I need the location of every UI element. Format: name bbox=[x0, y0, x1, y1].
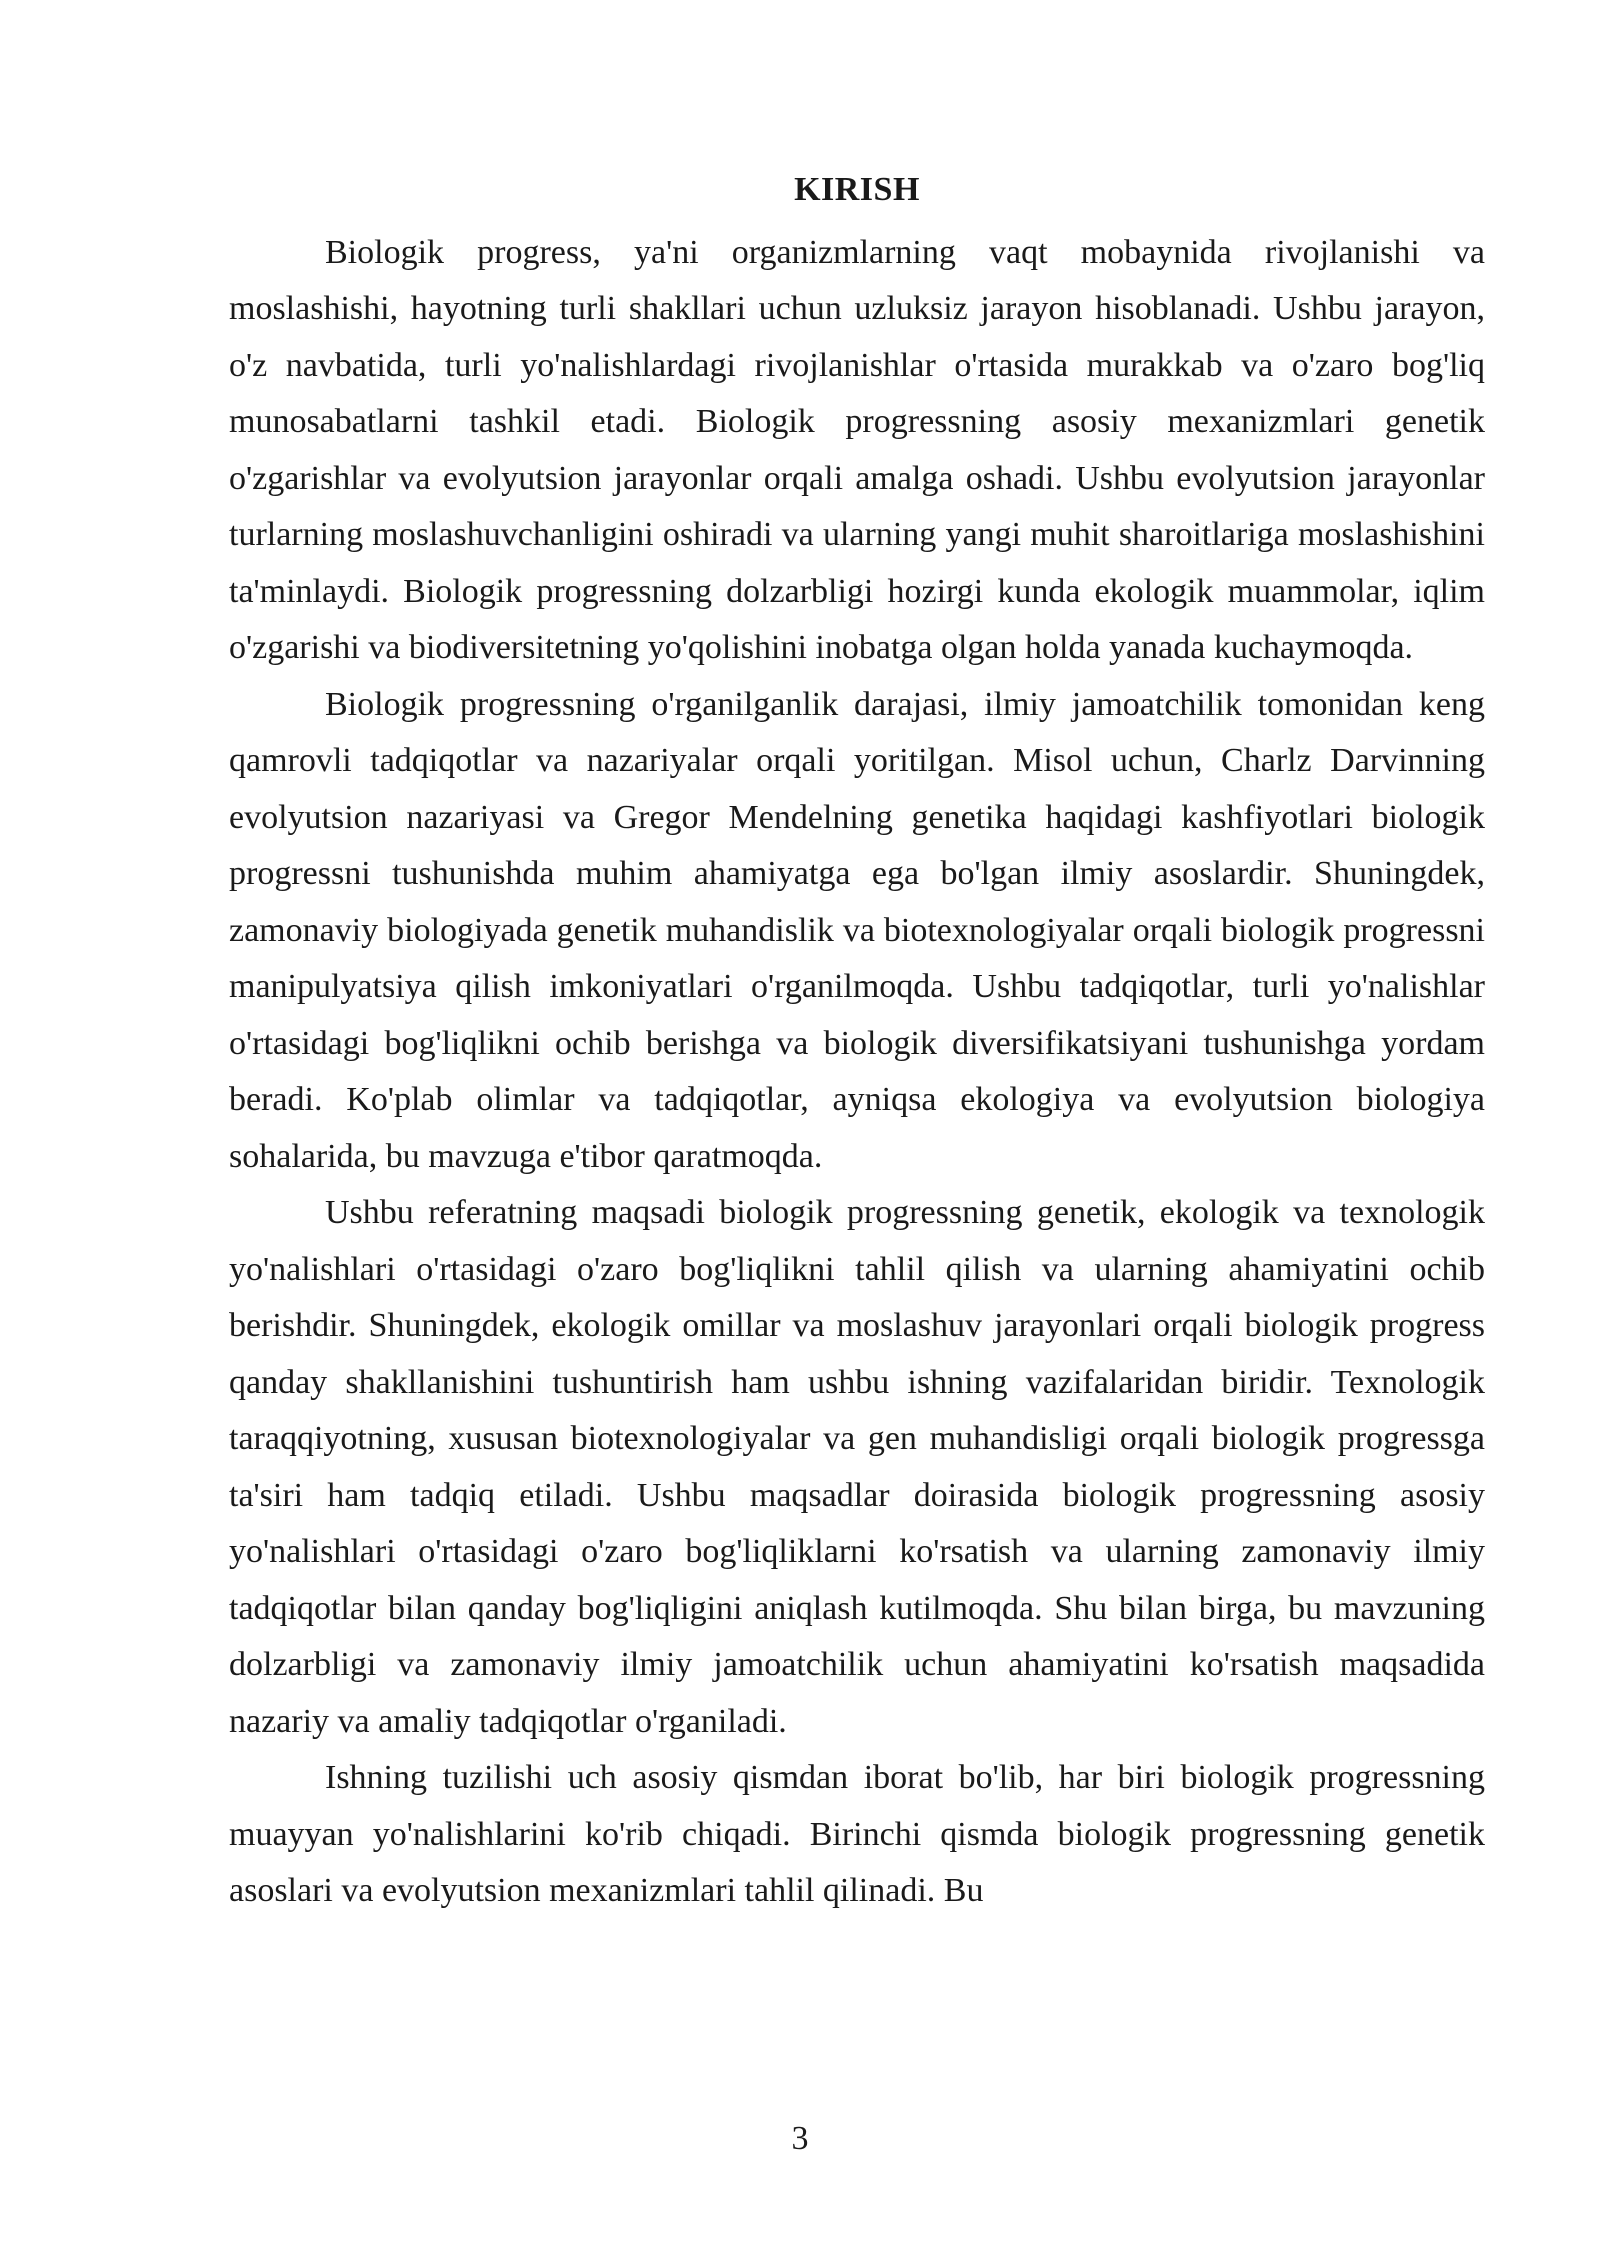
paragraph-3: Ushbu referatning maqsadi biologik progressning genetik, ekologik va texnologik yo'nalishlari o'rtasidagi o'zaro bog'liqlikni tahlil qilish va ularning ahamiyatini ochib berishdir. Shuningdek, ekologik omillar va moslashuv jarayonlari orqali biologik progress qanday shakllanishini tushuntirish ham ushbu ishning vazifalaridan biridir. Texnologik taraqqiyotning, xususan biotexnologiyalar va gen muhandisligi orqali biologik progressga ta'siri ham tadqiq etiladi. Ushbu maqsadlar doirasida biologik progressning asosiy yo'nalishlari o'rtasidagi o'zaro bog'liqliklarni ko'rsatish va ularning zamonaviy ilmiy tadqiqotlar bilan qanday bog'liqligini aniqlash kutilmoqda. Shu bilan birga, bu mavzuning dolzarbligi va zamonaviy ilmiy jamoatchilik uchun ahamiyatini ko'rsatish maqsadida nazariy va amaliy tadqiqotlar o'rganiladi. bbox=[229, 1194, 1485, 1740]
page-number: 3 bbox=[791, 2120, 809, 2157]
paragraph-2: Biologik progressning o'rganilganlik darajasi, ilmiy jamoatchilik tomonidan keng qamrovli tadqiqotlar va nazariyalar orqali yoritilgan. Misol uchun, Charlz Darvinning evolyutsion nazariyasi va Gregor Mendelning genetika haqidagi kashfiyotlari biologik progressni tushunishda muhim ahamiyatga ega bo'lgan ilmiy asoslardir. Shuningdek, zamonaviy biologiyada genetik muhandislik va biotexnologiyalar orqali biologik progressni manipulyatsiya qilish imkoniyatlari o'rganilmoqda. Ushbu tadqiqotlar, turli yo'nalishlar o'rtasidagi bog'liqlikni ochib berishga va biologik diversifikatsiyani tushunishga yordam beradi. Ko'plab olimlar va tadqiqotlar, ayniqsa ekologiya va evolyutsion biologiya sohalarida, bu mavzuga e'tibor qaratmoqda. bbox=[229, 685, 1485, 1175]
paragraph-4: Ishning tuzilishi uch asosiy qismdan iborat bo'lib, har biri biologik progressning muayyan yo'nalishlarini ko'rib chiqadi. Birinchi qismda biologik progressning genetik asoslari va evolyutsion mexanizmlari tahlil qilinadi. Bu bbox=[229, 1759, 1485, 1909]
page-title: KIRISH bbox=[794, 171, 920, 208]
page-content bbox=[229, 162, 1485, 1920]
paragraph-1: Biologik progress, ya'ni organizmlarning vaqt mobaynida rivojlanishi va moslashishi, hayotning turli shakllari uchun uzluksiz jarayon hisoblanadi. Ushbu jarayon, o'z navbatida, turli yo'nalishlardagi rivojlanishlar o'rtasida murakkab va o'zaro bog'liq munosabatlarni tashkil etadi. Biologik progressning asosiy mexanizmlari genetik o'zgarishlar va evolyutsion jarayonlar orqali amalga oshadi. Ushbu evolyutsion jarayonlar turlarning moslashuvchanligini oshiradi va ularning yangi muhit sharoitlariga moslashishini ta'minlaydi. Biologik progressning dolzarbligi hozirgi kunda ekologik muammolar, iqlim o'zgarishi va biodiversitetning yo'qolishini inobatga olgan holda yanada kuchaymoqda. bbox=[229, 233, 1485, 666]
